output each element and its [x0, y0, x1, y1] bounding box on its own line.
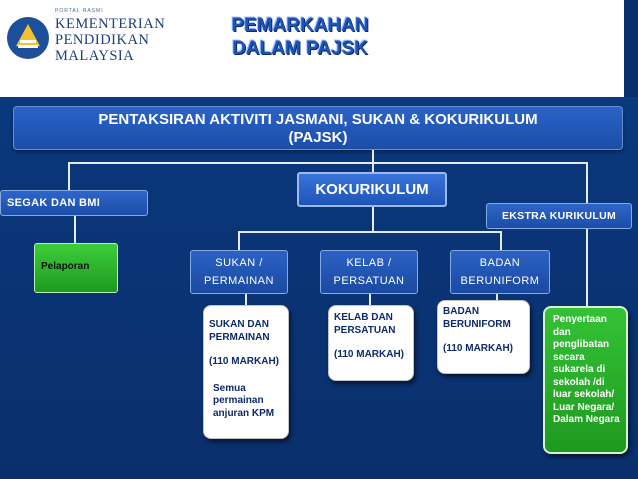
card-note-line: Semua	[213, 382, 246, 394]
ekstra-kurikulum-card	[543, 306, 628, 454]
card-line: BERUNIFORM	[443, 318, 511, 330]
connector	[238, 231, 240, 250]
page-title-line2: DALAM PAJSK	[232, 38, 368, 59]
green-card-line: dan	[553, 326, 571, 338]
card-line: PERMAINAN	[209, 331, 270, 343]
header-banner	[0, 0, 638, 97]
category-line2: PERSATUAN	[333, 275, 405, 287]
card-marks: (110 MARKAH)	[209, 356, 280, 367]
kpm-logo-icon	[6, 16, 50, 60]
pajsk-banner	[13, 106, 623, 150]
category-line2: BERUNIFORM	[460, 275, 540, 287]
logo-text-line3: MALAYSIA	[55, 48, 135, 64]
pelaporan-box: Pelaporan	[34, 243, 118, 293]
green-card-line: secara	[553, 351, 585, 363]
card-line: KELAB DAN	[334, 312, 393, 323]
category-line1: SUKAN /	[215, 257, 263, 269]
category-line1: KELAB /	[346, 257, 392, 269]
badan-marks-card	[437, 300, 530, 374]
card-marks: (110 MARKAH)	[334, 349, 405, 360]
card-line: SUKAN DAN	[209, 319, 269, 330]
sukan-marks-card	[203, 305, 289, 439]
card-note-line: permainan	[213, 395, 264, 406]
connector	[372, 150, 374, 172]
green-card-line: penglibatan	[553, 339, 610, 350]
category-line2: PERMAINAN	[204, 275, 274, 287]
ekstra-kurikulum-box: EKSTRA KURIKULUM	[486, 203, 632, 229]
logo-text-line2: PENDIDIKAN	[55, 32, 150, 48]
card-line: BADAN	[443, 306, 480, 317]
sukan-permainan-box	[190, 250, 288, 294]
logo-caption: PORTAL RASMI	[55, 8, 104, 14]
logo-text-line1: KEMENTERIAN	[55, 16, 166, 32]
connector	[74, 216, 76, 243]
connector	[68, 162, 588, 164]
connector	[245, 294, 247, 305]
card-note	[209, 383, 284, 421]
kelab-marks-card	[328, 305, 414, 381]
card-note-line: anjuran KPM	[213, 407, 275, 419]
connector	[586, 229, 588, 306]
connector	[369, 294, 371, 305]
banner-line2: (PAJSK)	[288, 129, 348, 146]
connector	[68, 162, 70, 190]
badan-beruniform-box	[450, 250, 550, 294]
segak-bmi-box: SEGAK DAN BMI	[0, 190, 148, 216]
green-card-line: sekolah /di	[553, 376, 605, 388]
green-card-line: Dalam Negara	[553, 414, 620, 425]
corner-decoration	[624, 0, 638, 97]
green-card-line: luar sekolah/	[553, 389, 615, 400]
green-card-line: sukarela di	[553, 364, 606, 375]
green-card-line: Luar Negara/	[553, 401, 615, 413]
card-line: PERSATUAN	[334, 324, 396, 336]
connector	[372, 207, 374, 232]
green-card-line: Penyertaan	[553, 314, 607, 325]
page-title-line1: PEMARKAHAN	[231, 15, 369, 36]
banner-line1: PENTAKSIRAN AKTIVITI JASMANI, SUKAN & KOKURIKULUM	[98, 111, 538, 128]
kelab-persatuan-box	[320, 250, 418, 294]
category-line1: BADAN	[479, 257, 521, 269]
card-marks: (110 MARKAH)	[443, 343, 514, 354]
connector	[586, 162, 588, 203]
connector	[500, 231, 502, 250]
connector	[238, 231, 502, 233]
kokurikulum-box: KOKURIKULUM	[297, 172, 447, 207]
